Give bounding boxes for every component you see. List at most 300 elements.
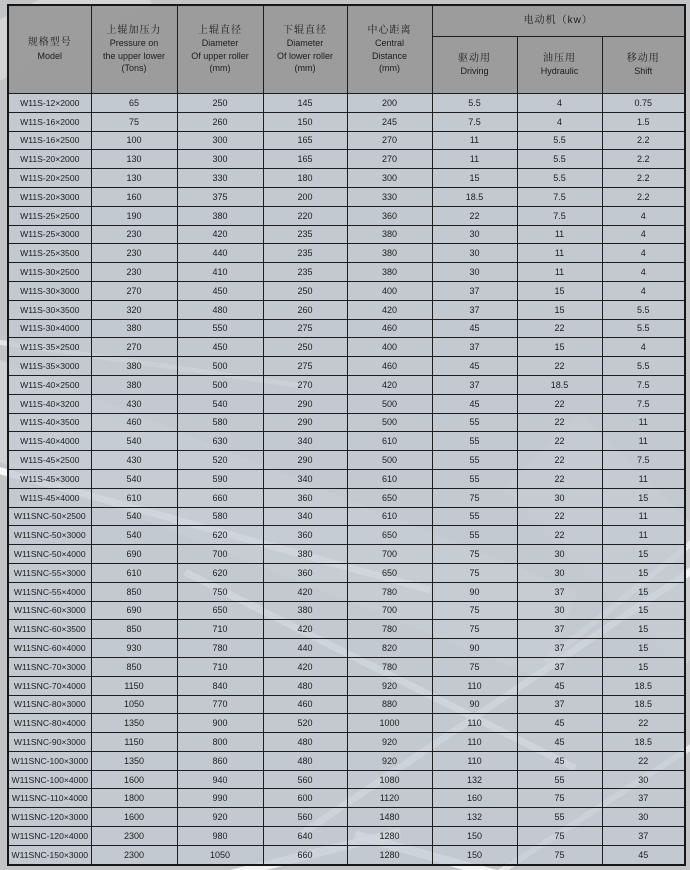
value-cell: 660 [177,488,263,507]
value-cell: 290 [263,451,347,470]
value-cell: 11 [602,526,685,545]
model-cell: W11S-40×3200 [8,394,91,413]
model-cell: W11S-20×2500 [8,169,91,188]
value-cell: 220 [263,206,347,225]
value-cell: 45 [517,751,602,770]
value-cell: 130 [91,150,177,169]
table-row [8,714,685,733]
model-cell: W11S-20×3000 [8,187,91,206]
value-cell: 30 [432,244,517,263]
value-cell: 500 [347,394,432,413]
value-cell: 55 [432,507,517,526]
table-row [8,751,685,770]
value-cell: 7.5 [517,206,602,225]
value-cell: 380 [347,244,432,263]
value-cell: 37 [517,639,602,658]
value-cell: 11 [517,225,602,244]
value-cell: 250 [177,94,263,113]
value-cell: 360 [263,526,347,545]
value-cell: 90 [432,582,517,601]
value-cell: 190 [91,206,177,225]
value-cell: 7.5 [602,451,685,470]
central-header-zh: 中心距离 [367,24,412,36]
hydraulic-header-en: Hydraulic [540,66,579,76]
value-cell: 540 [91,526,177,545]
model-cell: W11SNC-90×3000 [8,733,91,752]
table-body [8,94,685,865]
value-cell: 15 [602,620,685,639]
value-cell: 660 [263,845,347,864]
value-cell: 55 [432,432,517,451]
value-cell: 380 [177,206,263,225]
model-cell: W11SNC-100×3000 [8,751,91,770]
value-cell: 770 [177,695,263,714]
col-header-hydraulic [517,37,602,94]
col-header-shift [602,37,685,94]
value-cell: 1080 [347,770,432,789]
value-cell: 275 [263,319,347,338]
table-header [8,5,685,94]
value-cell: 30 [432,225,517,244]
table-row [8,319,685,338]
table-row [8,620,685,639]
model-cell: W11S-35×2500 [8,338,91,357]
value-cell: 18.5 [432,187,517,206]
value-cell: 132 [432,770,517,789]
value-cell: 22 [517,469,602,488]
value-cell: 11 [517,263,602,282]
value-cell: 460 [263,695,347,714]
model-cell: W11SNC-55×4000 [8,582,91,601]
value-cell: 940 [177,770,263,789]
value-cell: 15 [602,488,685,507]
value-cell: 4 [602,225,685,244]
value-cell: 5.5 [602,300,685,319]
model-cell: W11SNC-150×3000 [8,845,91,864]
value-cell: 610 [347,469,432,488]
shift-header-zh: 移动用 [626,52,660,64]
col-header-lower-diameter [263,5,347,94]
value-cell: 15 [602,639,685,658]
value-cell: 160 [432,789,517,808]
value-cell: 1600 [91,808,177,827]
value-cell: 75 [91,112,177,131]
value-cell: 1150 [91,676,177,695]
value-cell: 990 [177,789,263,808]
model-cell: W11S-16×2500 [8,131,91,150]
model-cell: W11S-25×2500 [8,206,91,225]
value-cell: 610 [347,432,432,451]
model-cell: W11SNC-50×3000 [8,526,91,545]
table-row [8,526,685,545]
value-cell: 710 [177,620,263,639]
value-cell: 45 [432,357,517,376]
value-cell: 200 [263,187,347,206]
central-header-unit: (mm) [379,63,400,73]
pressure-header-unit: (Tons) [121,63,147,73]
value-cell: 110 [432,714,517,733]
value-cell: 320 [91,300,177,319]
value-cell: 650 [177,601,263,620]
table-row [8,507,685,526]
table-row [8,281,685,300]
value-cell: 430 [91,394,177,413]
value-cell: 75 [432,620,517,639]
value-cell: 110 [432,676,517,695]
value-cell: 275 [263,357,347,376]
value-cell: 920 [177,808,263,827]
value-cell: 1150 [91,733,177,752]
value-cell: 270 [91,338,177,357]
value-cell: 4 [602,263,685,282]
value-cell: 110 [432,733,517,752]
value-cell: 820 [347,639,432,658]
model-cell: W11S-40×4000 [8,432,91,451]
value-cell: 22 [517,432,602,451]
value-cell: 500 [177,357,263,376]
value-cell: 11 [602,432,685,451]
value-cell: 165 [263,150,347,169]
value-cell: 15 [602,582,685,601]
value-cell: 250 [263,338,347,357]
col-header-pressure [91,5,177,94]
value-cell: 5.5 [517,169,602,188]
value-cell: 15 [517,281,602,300]
model-cell: W11S-40×2500 [8,375,91,394]
value-cell: 7.5 [517,187,602,206]
value-cell: 30 [517,488,602,507]
value-cell: 750 [177,582,263,601]
table-row [8,827,685,846]
value-cell: 980 [177,827,263,846]
value-cell: 540 [91,432,177,451]
value-cell: 30 [517,545,602,564]
value-cell: 640 [263,827,347,846]
value-cell: 650 [347,488,432,507]
lower-dia-header-zh: 下辊直径 [283,24,327,36]
value-cell: 130 [91,169,177,188]
table-row [8,112,685,131]
model-cell: W11SNC-100×4000 [8,770,91,789]
value-cell: 11 [602,507,685,526]
value-cell: 30 [517,563,602,582]
value-cell: 7.5 [602,394,685,413]
value-cell: 7.5 [602,375,685,394]
value-cell: 30 [432,263,517,282]
model-header-en: Model [37,50,62,61]
value-cell: 1350 [91,714,177,733]
value-cell: 700 [347,545,432,564]
value-cell: 15 [602,545,685,564]
upper-dia-header-zh: 上辊直径 [198,24,242,36]
value-cell: 5.5 [602,357,685,376]
value-cell: 0.75 [602,94,685,113]
value-cell: 270 [347,131,432,150]
value-cell: 65 [91,94,177,113]
value-cell: 75 [432,657,517,676]
value-cell: 420 [347,300,432,319]
value-cell: 132 [432,808,517,827]
value-cell: 400 [347,338,432,357]
value-cell: 270 [263,375,347,394]
value-cell: 290 [263,394,347,413]
value-cell: 75 [432,488,517,507]
value-cell: 690 [91,545,177,564]
lower-dia-header-en1: Diameter [286,38,324,48]
value-cell: 610 [91,488,177,507]
table-row [8,469,685,488]
table-row [8,187,685,206]
value-cell: 37 [602,827,685,846]
model-cell: W11S-40×3500 [8,413,91,432]
value-cell: 45 [517,733,602,752]
value-cell: 55 [432,451,517,470]
value-cell: 1350 [91,751,177,770]
value-cell: 1.5 [602,112,685,131]
col-header-central-distance [347,5,432,94]
value-cell: 250 [263,281,347,300]
model-header-zh: 规格型号 [27,37,72,48]
value-cell: 37 [517,620,602,639]
model-cell: W11SNC-70×4000 [8,676,91,695]
value-cell: 4 [602,206,685,225]
model-cell: W11S-35×3000 [8,357,91,376]
value-cell: 800 [177,733,263,752]
model-cell: W11S-45×2500 [8,451,91,470]
col-header-driving [432,37,517,94]
central-header-en2: Distance [371,50,407,61]
model-cell: W11SNC-80×3000 [8,695,91,714]
value-cell: 540 [91,469,177,488]
value-cell: 840 [177,676,263,695]
value-cell: 30 [602,770,685,789]
value-cell: 7.5 [432,112,517,131]
value-cell: 30 [517,601,602,620]
value-cell: 90 [432,639,517,658]
value-cell: 450 [177,281,263,300]
model-cell: W11SNC-50×2500 [8,507,91,526]
value-cell: 930 [91,639,177,658]
value-cell: 600 [263,789,347,808]
table-row [8,206,685,225]
lower-dia-header-unit: (mm) [294,63,316,73]
value-cell: 22 [517,526,602,545]
value-cell: 500 [347,451,432,470]
value-cell: 580 [177,507,263,526]
value-cell: 18.5 [517,375,602,394]
pressure-header-en2: the upper lower [102,50,166,61]
specification-table [7,4,686,866]
model-cell: W11S-30×3000 [8,281,91,300]
value-cell: 90 [432,695,517,714]
value-cell: 15 [517,300,602,319]
value-cell: 620 [177,563,263,582]
value-cell: 620 [177,526,263,545]
value-cell: 200 [347,94,432,113]
col-header-model [8,5,91,94]
value-cell: 880 [347,695,432,714]
value-cell: 22 [602,751,685,770]
value-cell: 850 [91,620,177,639]
value-cell: 480 [177,300,263,319]
table-row [8,432,685,451]
value-cell: 1050 [91,695,177,714]
value-cell: 230 [91,244,177,263]
value-cell: 2.2 [602,169,685,188]
value-cell: 2.2 [602,150,685,169]
value-cell: 5.5 [517,150,602,169]
value-cell: 710 [177,657,263,676]
table-row [8,601,685,620]
value-cell: 650 [347,526,432,545]
model-cell: W11S-25×3500 [8,244,91,263]
value-cell: 380 [263,601,347,620]
value-cell: 560 [263,770,347,789]
value-cell: 260 [263,300,347,319]
value-cell: 630 [177,432,263,451]
value-cell: 380 [347,225,432,244]
model-cell: W11S-16×2000 [8,112,91,131]
value-cell: 15 [602,657,685,676]
value-cell: 700 [177,545,263,564]
value-cell: 37 [517,695,602,714]
value-cell: 1000 [347,714,432,733]
value-cell: 180 [263,169,347,188]
value-cell: 380 [91,319,177,338]
value-cell: 420 [263,657,347,676]
value-cell: 2.2 [602,131,685,150]
value-cell: 45 [432,319,517,338]
value-cell: 1280 [347,827,432,846]
value-cell: 11 [602,413,685,432]
model-cell: W11SNC-60×3500 [8,620,91,639]
table-row [8,657,685,676]
value-cell: 300 [347,169,432,188]
table-row [8,244,685,263]
value-cell: 420 [347,375,432,394]
value-cell: 15 [602,563,685,582]
value-cell: 780 [177,639,263,658]
model-cell: W11SNC-70×3000 [8,657,91,676]
value-cell: 11 [602,469,685,488]
hydraulic-header-zh: 油压用 [543,52,576,64]
value-cell: 75 [517,845,602,864]
table-row [8,225,685,244]
value-cell: 37 [432,300,517,319]
model-cell: W11S-30×3500 [8,300,91,319]
table-row [8,733,685,752]
value-cell: 22 [517,357,602,376]
value-cell: 400 [347,281,432,300]
value-cell: 55 [517,770,602,789]
value-cell: 460 [347,319,432,338]
value-cell: 850 [91,657,177,676]
table-row [8,808,685,827]
value-cell: 380 [91,375,177,394]
value-cell: 460 [91,413,177,432]
value-cell: 45 [517,714,602,733]
value-cell: 380 [347,263,432,282]
value-cell: 145 [263,94,347,113]
value-cell: 1480 [347,808,432,827]
table-row [8,770,685,789]
value-cell: 560 [263,808,347,827]
value-cell: 1120 [347,789,432,808]
value-cell: 55 [432,469,517,488]
value-cell: 780 [347,620,432,639]
value-cell: 2300 [91,827,177,846]
model-cell: W11SNC-120×4000 [8,827,91,846]
value-cell: 330 [177,169,263,188]
value-cell: 900 [177,714,263,733]
value-cell: 300 [177,150,263,169]
value-cell: 1050 [177,845,263,864]
value-cell: 37 [432,281,517,300]
value-cell: 440 [177,244,263,263]
value-cell: 4 [517,112,602,131]
value-cell: 580 [177,413,263,432]
value-cell: 270 [91,281,177,300]
value-cell: 340 [263,469,347,488]
value-cell: 150 [432,845,517,864]
value-cell: 150 [432,827,517,846]
value-cell: 4 [602,281,685,300]
value-cell: 235 [263,225,347,244]
value-cell: 75 [432,601,517,620]
value-cell: 15 [602,601,685,620]
value-cell: 110 [432,751,517,770]
table-row [8,300,685,319]
value-cell: 45 [432,394,517,413]
value-cell: 360 [263,488,347,507]
value-cell: 780 [347,582,432,601]
value-cell: 450 [177,338,263,357]
value-cell: 260 [177,112,263,131]
value-cell: 22 [517,451,602,470]
central-header-en1: Central [374,38,404,48]
model-cell: W11SNC-55×3000 [8,563,91,582]
col-header-upper-diameter [177,5,263,94]
model-cell: W11S-20×2000 [8,150,91,169]
table-row [8,488,685,507]
model-cell: W11S-30×4000 [8,319,91,338]
value-cell: 37 [517,657,602,676]
value-cell: 55 [432,526,517,545]
value-cell: 11 [432,150,517,169]
value-cell: 5.5 [602,319,685,338]
value-cell: 15 [432,169,517,188]
table-row [8,150,685,169]
table-row [8,357,685,376]
value-cell: 22 [517,507,602,526]
table-row [8,676,685,695]
value-cell: 235 [263,263,347,282]
value-cell: 235 [263,244,347,263]
upper-dia-header-en1: Diameter [201,38,239,48]
model-cell: W11S-30×2500 [8,263,91,282]
table-row [8,338,685,357]
value-cell: 75 [432,563,517,582]
value-cell: 860 [177,751,263,770]
value-cell: 1600 [91,770,177,789]
value-cell: 540 [177,394,263,413]
value-cell: 100 [91,131,177,150]
table-row [8,563,685,582]
value-cell: 75 [517,827,602,846]
value-cell: 430 [91,451,177,470]
value-cell: 55 [432,413,517,432]
model-cell: W11S-12×2000 [8,94,91,113]
